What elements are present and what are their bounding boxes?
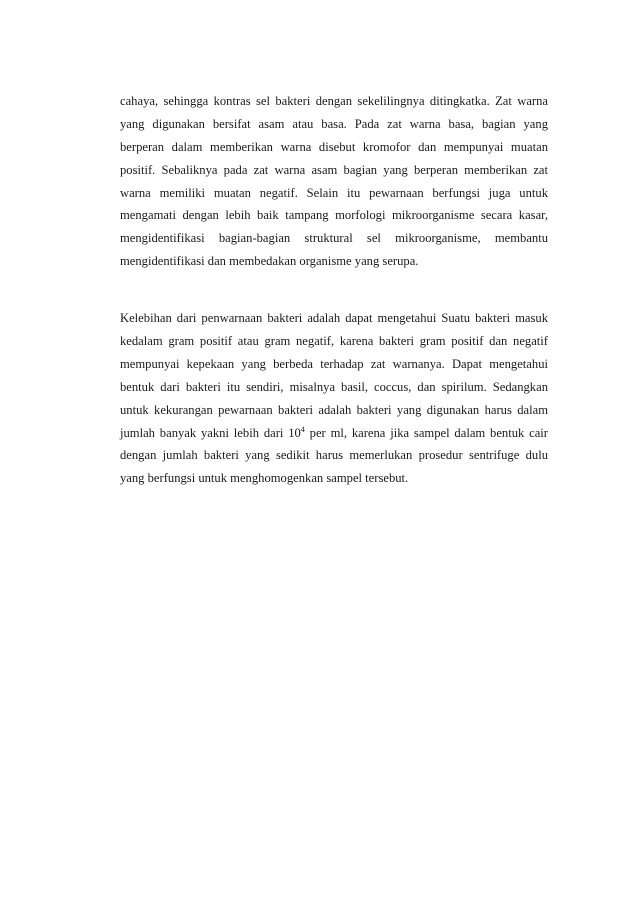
text-line: Kelebihan dari penwarnaan bakteri adalah dapat mengetahui Suatu bakteri masuk <box>120 311 548 326</box>
text-segment: jumlah banyak yakni lebih dari 10 <box>120 425 301 440</box>
text-line-with-superscript <box>120 422 548 445</box>
text-line: kedalam gram positif atau gram negatif, karena bakteri gram positif dan negatif <box>120 334 548 349</box>
text-line: yang digunakan bersifat asam atau basa. Pada zat warna basa, bagian yang <box>120 116 548 131</box>
page-content <box>120 90 548 490</box>
text-line: untuk kekurangan pewarnaan bakteri adalah bakteri yang digunakan harus dalam <box>120 402 548 417</box>
paragraph-gap <box>120 273 548 307</box>
paragraph-2 <box>120 307 548 490</box>
paragraph-1 <box>120 90 548 273</box>
text-line: berperan dalam memberikan warna disebut kromofor dan mempunyai muatan <box>120 139 548 154</box>
text-line: mengidentifikasi dan membedakan organisme yang serupa. <box>120 254 419 269</box>
text-segment: per ml, karena jika sampel dalam bentuk cair <box>304 425 549 440</box>
text-line: cahaya, sehingga kontras sel bakteri dengan sekelilingnya ditingkatka. Zat warna <box>120 94 548 108</box>
superscript-exponent: 4 <box>300 424 305 434</box>
text-line: mengamati dengan lebih baik tampang morfologi mikroorganisme secara kasar, <box>120 208 548 223</box>
text-line: mengidentifikasi bagian-bagian struktural sel mikroorganisme, membantu <box>120 231 548 246</box>
text-line: mempunyai kepekaan yang berbeda terhadap zat warnanya. Dapat mengetahui <box>120 356 548 371</box>
text-line: dengan jumlah bakteri yang sedikit harus memerlukan prosedur sentrifuge dulu <box>120 448 548 463</box>
text-line: bentuk dari bakteri itu sendiri, misalnya basil, coccus, dan spirilum. Sedangkan <box>120 379 548 394</box>
text-line: yang berfungsi untuk menghomogenkan sampel tersebut. <box>120 471 409 486</box>
text-line: positif. Sebaliknya pada zat warna asam bagian yang berperan memberikan zat <box>120 162 548 177</box>
text-line: warna memiliki muatan negatif. Selain itu pewarnaan berfungsi juga untuk <box>120 185 548 200</box>
